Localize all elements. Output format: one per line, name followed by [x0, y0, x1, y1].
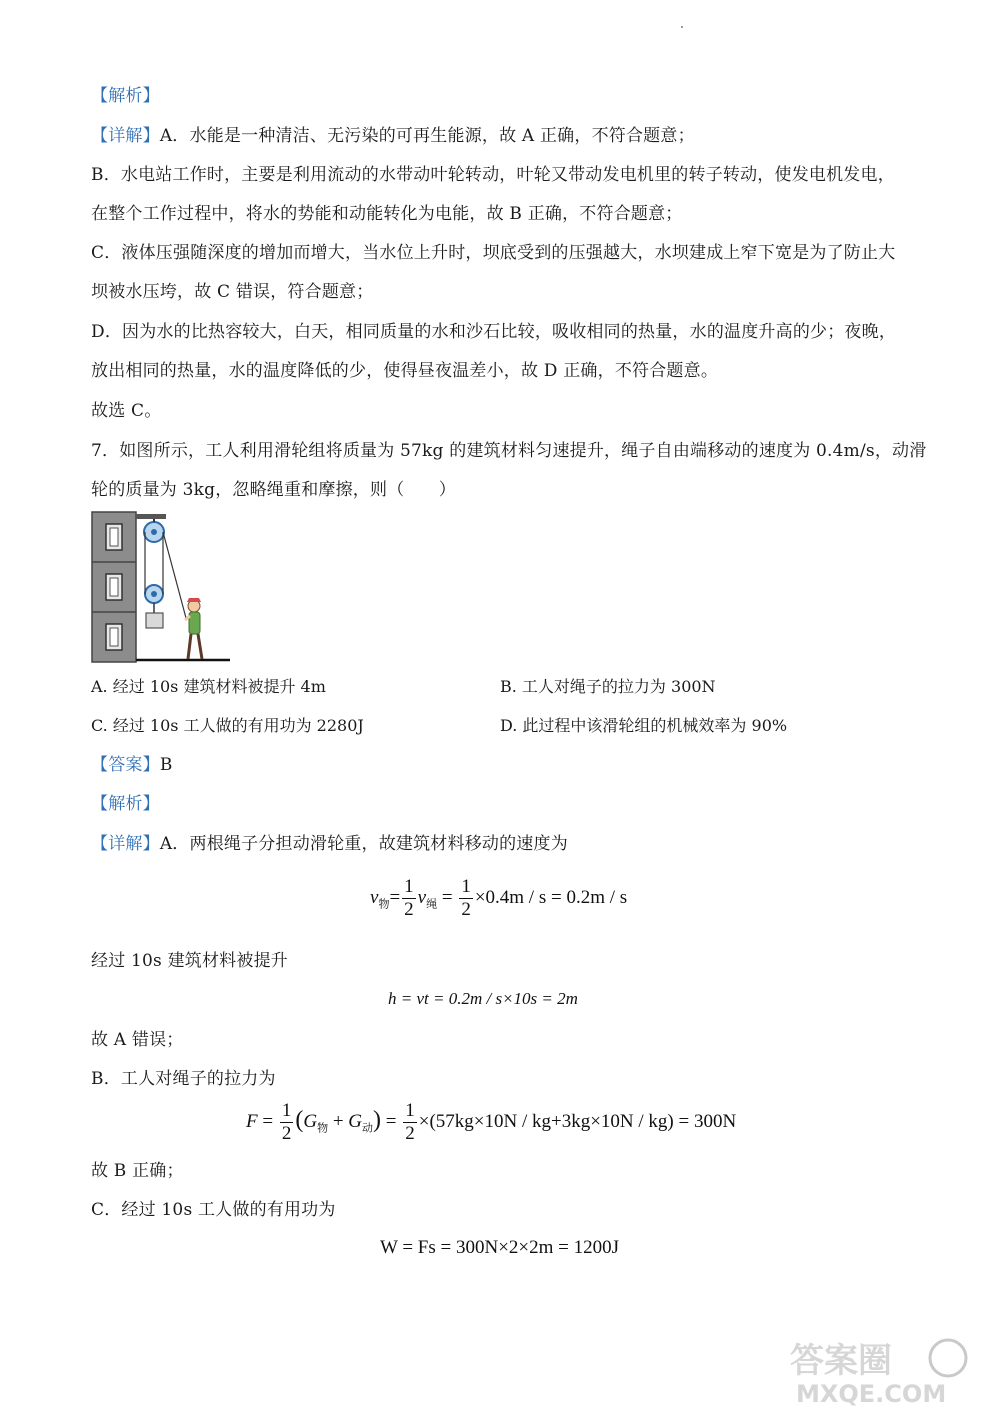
detail-2-a-end: 故 A 错误； [91, 1030, 184, 1050]
detail-tag-2: 【详解】 [91, 834, 160, 854]
answer-tag: 【答案】 [91, 755, 160, 775]
detail-tag: 【详解】 [91, 126, 160, 146]
option-a: A. 经过 10s 建筑材料被提升 4m [91, 677, 326, 696]
formula-velocity-v2: v [417, 886, 427, 908]
detail-2-c-intro: C．经过 10s 工人做的有用功为 [91, 1200, 336, 1220]
detail-b-line-2: 在整个工作过程中，将水的势能和动能转化为电能，故 B 正确，不符合题意； [91, 204, 683, 224]
formula-work: W = Fs = 300N×2×2m = 1200J [380, 1237, 620, 1258]
formula-force-f: F [246, 1110, 258, 1132]
option-b: B. 工人对绳子的拉力为 300N [500, 677, 716, 696]
formula-velocity-sub-wu: 物 [378, 898, 390, 911]
formula-force-sub-dong: 动 [362, 1122, 374, 1135]
detail-b-line-1: B．水电站工作时，主要是利用流动的水带动叶轮转动，叶轮又带动发电机里的转子转动，使发电机发电， [91, 165, 895, 185]
formula-velocity-frac-2: $\frac{1}{2}$ [461, 876, 471, 920]
watermark-logo [786, 1336, 986, 1406]
formula-force-g2: G [348, 1110, 363, 1132]
formula-force-rest: ×(57kg×10N / kg+3kg×10N / kg) = 300N [418, 1110, 737, 1132]
formula-force-frac-2: $\frac{1}{2}$ [405, 1100, 415, 1144]
answer-line [91, 754, 173, 776]
formula-force-eq-2: = [381, 1110, 402, 1132]
formula-force: F = $\frac{1}{2}$ $(G_物 + G_动)$ = $\frac{1}{2}$ ×(57kg×10N / kg+3kg×10N / kg) = 300N [246, 1100, 737, 1144]
watermark-line-1: 答案圈 [790, 1341, 892, 1381]
formula-height: h = vt = 0.2m / s×10s = 2m [388, 989, 578, 1008]
detail-c-line-1: C．液体压强随深度的增加而增大，当水位上升时，坝底受到的压强越大，水坝建成上窄下宽是为了防止大 [91, 243, 896, 263]
watermark-logo-graphic [786, 1336, 986, 1406]
formula-force-eq: = [257, 1110, 278, 1132]
pulley-illustration [90, 510, 235, 665]
formula-velocity-v: v [370, 886, 379, 908]
answer-value: B [159, 755, 173, 775]
formula-velocity-eq2: = [437, 886, 458, 908]
formula-velocity-eq1: = [389, 886, 401, 908]
question-7-line-2: 轮的质量为 3kg，忽略绳重和摩擦，则（ ） [91, 480, 457, 500]
formula-velocity-rest: ×0.4m / s = 0.2m / s [474, 886, 628, 908]
detail-a-text: A．水能是一种清洁、无污染的可再生能源，故 A 正确，不符合题意； [159, 126, 695, 146]
detail-d-line-1: D．因为水的比热容较大，白天，相同质量的水和沙石比较，吸收相同的热量，水的温度升高的少；夜晚， [91, 322, 897, 342]
option-c: C. 经过 10s 工人做的有用功为 2280J [91, 716, 364, 735]
detail-2-a-mid: 经过 10s 建筑材料被提升 [91, 951, 288, 971]
detail-2-a-intro-line [91, 833, 568, 855]
analysis-tag-2: 【解析】 [91, 794, 160, 814]
analysis-tag: 【解析】 [91, 86, 160, 106]
formula-force-plus: + [328, 1110, 349, 1132]
formula-velocity-frac-1: $\frac{1}{2}$ [404, 876, 414, 920]
option-d: D. 此过程中该滑轮组的机械效率为 90% [500, 716, 788, 735]
detail-2-b-intro: B．工人对绳子的拉力为 [91, 1069, 276, 1089]
question-7-line-1: 7．如图所示，工人利用滑轮组将质量为 57kg 的建筑材料匀速提升，绳子自由端移动的速度为 0.4m/s，动滑 [91, 441, 927, 461]
watermark-line-2: MXQE.COM [796, 1380, 947, 1406]
detail-d-line-2: 放出相同的热量，水的温度降低的少，使得昼夜温差小，故 D 正确，不符合题意。 [91, 361, 719, 381]
formula-velocity [370, 876, 627, 921]
detail-c-line-2: 坝被水压垮，故 C 错误，符合题意； [91, 282, 374, 302]
formula-force-sub-wu: 物 [317, 1122, 329, 1135]
formula-force-frac-1: $\frac{1}{2}$ [281, 1100, 292, 1144]
conclusion: 故选 C。 [91, 401, 162, 421]
formula-force-g1: G [303, 1110, 318, 1132]
formula-velocity-sub-sheng: 绳 [426, 898, 438, 911]
page-dot [681, 26, 683, 28]
detail-2-a-intro: A．两根绳子分担动滑轮重，故建筑材料移动的速度为 [159, 834, 568, 854]
detail-a-line [91, 125, 695, 147]
detail-2-b-end: 故 B 正确； [91, 1161, 184, 1181]
